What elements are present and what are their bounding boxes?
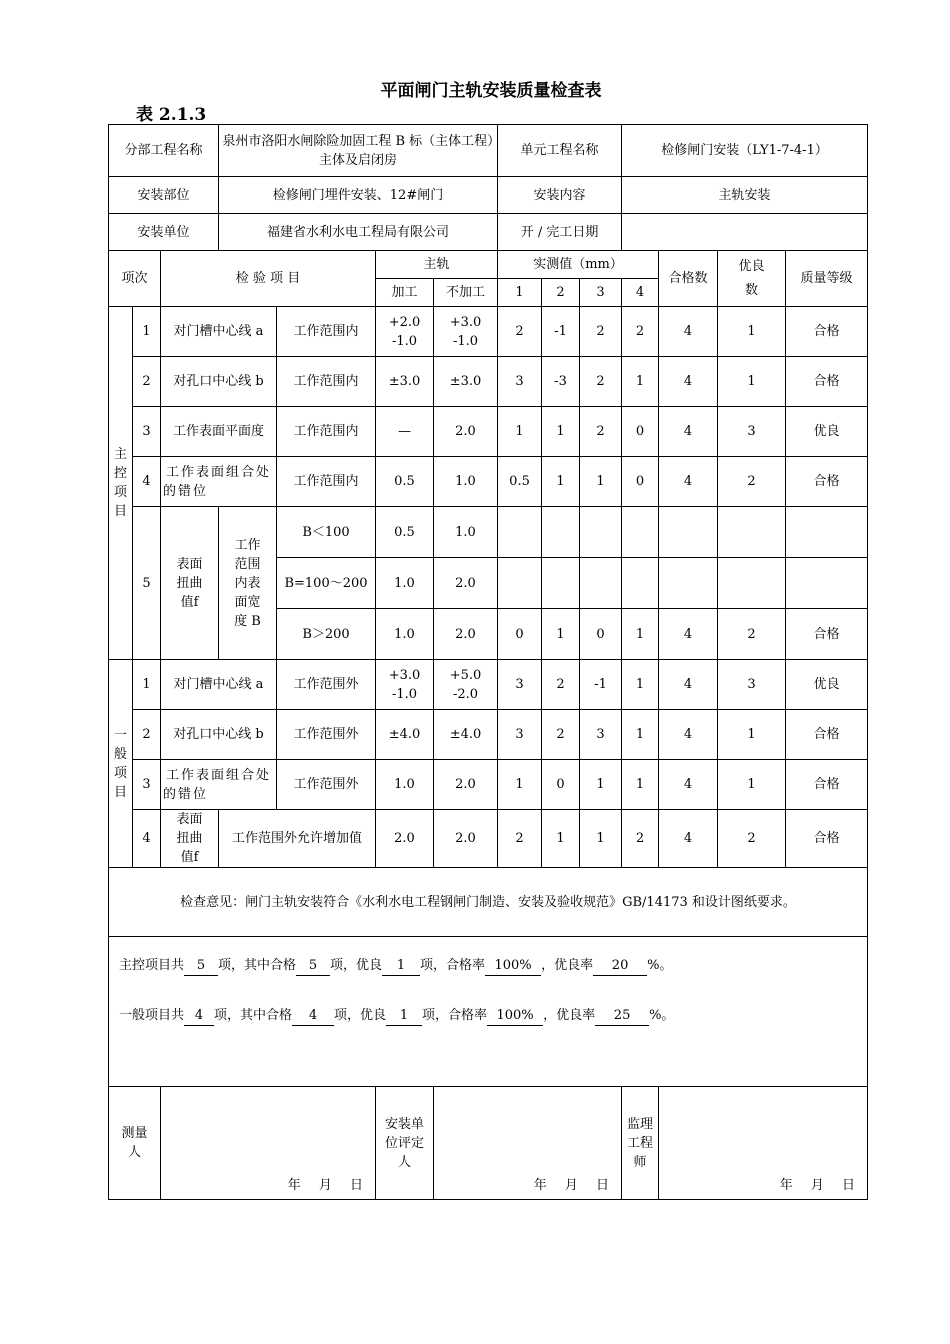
pass-count: 4: [659, 457, 718, 507]
excellent-count: 2: [718, 609, 786, 660]
item-name: 对门槽中心线 a: [161, 307, 277, 357]
measured-value: -1: [580, 660, 622, 710]
general-item4-row: [109, 810, 868, 868]
summary-general-line: [119, 1006, 674, 1026]
install-eval-label: [376, 1087, 434, 1200]
measured-value: 2: [580, 307, 622, 357]
unprocessed-tolerance: 2.0: [434, 810, 498, 868]
processed-tolerance: ±3.0: [376, 357, 434, 407]
measured-value: 1: [498, 760, 542, 810]
date-value: [622, 214, 868, 251]
col-m4: 4: [622, 279, 659, 307]
processed-tolerance: 1.0: [376, 609, 434, 660]
measured-value: 0: [498, 609, 542, 660]
excellent-count-summary: 1: [386, 1006, 422, 1026]
summary-block: [109, 937, 868, 1087]
text-label: 表面扭曲值f: [176, 556, 203, 610]
text-label: 监理工程师: [627, 1116, 654, 1170]
excellent-count: [718, 507, 786, 558]
item-scope: [219, 507, 277, 660]
item-name: 工作表面组合处的错位: [161, 457, 277, 507]
excellent-count: 3: [718, 407, 786, 457]
quality-grade: 合格: [786, 357, 868, 407]
install-part-label: 安装部位: [109, 177, 219, 214]
install-unit-value: 福建省水利水电工程局有限公司: [219, 214, 498, 251]
item-scope: 工作范围内: [277, 457, 376, 507]
signature-row: [109, 1087, 868, 1200]
text-label: %。: [647, 958, 673, 973]
quality-grade: [786, 507, 868, 558]
pass-count: 4: [659, 357, 718, 407]
measured-value: [542, 507, 580, 558]
text-label: 项，其中合格: [214, 1008, 293, 1023]
pass-count: 4: [659, 609, 718, 660]
measured-value: [622, 507, 659, 558]
inspection-table: [108, 124, 868, 1200]
quality-grade: [786, 558, 868, 609]
text-label: 主控项目共: [119, 958, 185, 973]
sign-date: 年 月 日: [779, 1178, 856, 1193]
excellent-count: 1: [718, 760, 786, 810]
processed-tolerance: 1.0: [376, 760, 434, 810]
main-item-row: [109, 307, 868, 357]
excellent-count: 1: [718, 710, 786, 760]
general-item-row: [109, 760, 868, 810]
measured-value: 0: [622, 457, 659, 507]
item-scope: 工作范围外允许增加值: [219, 810, 376, 868]
pass-count: [659, 558, 718, 609]
measured-value: 1: [622, 760, 659, 810]
measured-value: 2: [622, 307, 659, 357]
pass-count: [659, 507, 718, 558]
item-name: [161, 810, 219, 868]
text-label: 安装单位评定人: [384, 1116, 424, 1170]
main-item-row: [109, 407, 868, 457]
col-m3: 3: [580, 279, 622, 307]
col-inspect-item: 检 验 项 目: [161, 251, 376, 307]
excellent-count: 1: [718, 357, 786, 407]
measured-value: 1: [498, 407, 542, 457]
item-no: 4: [133, 810, 161, 868]
measured-value: 2: [498, 810, 542, 868]
text-label: 项，优良: [334, 1008, 387, 1023]
item-no: 1: [133, 660, 161, 710]
sub-project-value: 泉州市洛阳水闸除险加固工程 B 标（主体工程）主体及启闭房: [219, 125, 498, 177]
item-no: 3: [133, 407, 161, 457]
unprocessed-tolerance: 2.0: [434, 760, 498, 810]
measured-value: 1: [580, 457, 622, 507]
install-eval-sign-area: [434, 1087, 622, 1200]
item-no: 3: [133, 760, 161, 810]
excellent-count: 1: [718, 307, 786, 357]
text-label: %。: [649, 1008, 675, 1023]
text-label: ，优良率: [541, 958, 594, 973]
processed-tolerance: 0.5: [376, 457, 434, 507]
width-condition: B＜100: [277, 507, 376, 558]
width-condition: B＞200: [277, 609, 376, 660]
col-grade: 质量等级: [786, 251, 868, 307]
unit-project-value: 检修闸门安装（LY1-7-4-1）: [622, 125, 868, 177]
measured-value: 3: [580, 710, 622, 760]
quality-grade: 合格: [786, 760, 868, 810]
processed-tolerance: +3.0 -1.0: [376, 660, 434, 710]
col-m2: 2: [542, 279, 580, 307]
main-item-row: [109, 457, 868, 507]
excellent-count-summary: 1: [382, 956, 420, 976]
quality-grade: 合格: [786, 457, 868, 507]
processed-tolerance: +2.0 -1.0: [376, 307, 434, 357]
general-item-row: [109, 710, 868, 760]
measured-value: 1: [542, 407, 580, 457]
surveyor-label: [109, 1087, 161, 1200]
col-processed: 加工: [376, 279, 434, 307]
text-label: 工作范围内表面宽度 B: [234, 537, 261, 629]
item-scope: 工作范围外: [277, 660, 376, 710]
measured-value: 1: [622, 357, 659, 407]
column-header-row-1: [109, 251, 868, 279]
measured-value: 1: [622, 660, 659, 710]
item-no: 1: [133, 307, 161, 357]
item-name: [161, 507, 219, 660]
measured-value: 1: [580, 760, 622, 810]
excellent-count: 2: [718, 810, 786, 868]
measured-value: 1: [622, 609, 659, 660]
measured-value: 1: [542, 609, 580, 660]
total-count: 5: [184, 956, 218, 976]
item-scope: 工作范围外: [277, 710, 376, 760]
measured-value: 2: [542, 710, 580, 760]
item-name: 工作表面平面度: [161, 407, 277, 457]
measured-value: 2: [580, 407, 622, 457]
unprocessed-tolerance: 1.0: [434, 507, 498, 558]
unit-project-label: 单元工程名称: [498, 125, 622, 177]
install-unit-label: 安装单位: [109, 214, 219, 251]
text-label: 项，合格率: [420, 958, 486, 973]
text-label: 测量人: [121, 1126, 148, 1160]
surveyor-sign-area: [161, 1087, 376, 1200]
measured-value: 0: [542, 760, 580, 810]
total-count: 4: [184, 1006, 214, 1026]
supervisor-sign-area: [659, 1087, 868, 1200]
col-pass-count: 合格数: [659, 251, 718, 307]
measured-value: [580, 558, 622, 609]
col-excellent-count: [718, 251, 786, 307]
measured-value: 1: [542, 810, 580, 868]
quality-grade: 合格: [786, 810, 868, 868]
measured-value: 2: [542, 660, 580, 710]
main-item5-row: [109, 507, 868, 558]
unprocessed-tolerance: 2.0: [434, 407, 498, 457]
main-item-row: [109, 357, 868, 407]
quality-grade: 优良: [786, 407, 868, 457]
sub-project-label: 分部工程名称: [109, 125, 219, 177]
pass-count: 4: [659, 307, 718, 357]
item-name: 对孔口中心线 b: [161, 357, 277, 407]
measured-value: 3: [498, 710, 542, 760]
excellent-count: 3: [718, 660, 786, 710]
processed-tolerance: 1.0: [376, 558, 434, 609]
header-row-2: [109, 177, 868, 214]
measured-value: 0.5: [498, 457, 542, 507]
measured-value: [498, 558, 542, 609]
pass-count: 4: [659, 660, 718, 710]
unprocessed-tolerance: ±3.0: [434, 357, 498, 407]
processed-tolerance: —: [376, 407, 434, 457]
processed-tolerance: 2.0: [376, 810, 434, 868]
measured-value: 3: [498, 357, 542, 407]
pass-rate: 100%: [487, 1006, 543, 1026]
unprocessed-tolerance: 2.0: [434, 558, 498, 609]
pass-count: 4: [659, 760, 718, 810]
quality-grade: 优良: [786, 660, 868, 710]
unprocessed-tolerance: ±4.0: [434, 710, 498, 760]
supervisor-label: [622, 1087, 659, 1200]
processed-tolerance: ±4.0: [376, 710, 434, 760]
text-label: 表面扭曲值f: [176, 812, 203, 865]
install-content-value: 主轨安装: [622, 177, 868, 214]
measured-value: 1: [542, 457, 580, 507]
item-no: 2: [133, 710, 161, 760]
sign-date: 年 月 日: [533, 1178, 610, 1193]
unprocessed-tolerance: 1.0: [434, 457, 498, 507]
measured-value: 2: [498, 307, 542, 357]
opinion-row: [109, 868, 868, 937]
unprocessed-tolerance: 2.0: [434, 609, 498, 660]
measured-value: 2: [580, 357, 622, 407]
excellent-count: 2: [718, 457, 786, 507]
measured-value: 3: [498, 660, 542, 710]
measured-value: [622, 558, 659, 609]
col-item-no: 项次: [109, 251, 161, 307]
text-label: 优良数: [738, 258, 765, 298]
date-label: 开 / 完工日期: [498, 214, 622, 251]
excellent-rate: 25: [595, 1006, 649, 1026]
text-label: 项，优良: [330, 958, 383, 973]
pass-rate: 100%: [485, 956, 541, 976]
quality-grade: 合格: [786, 710, 868, 760]
header-row-1: [109, 125, 868, 177]
measured-value: 1: [580, 810, 622, 868]
pass-count: 4: [659, 810, 718, 868]
measured-value: 0: [580, 609, 622, 660]
unprocessed-tolerance: +5.0 -2.0: [434, 660, 498, 710]
item-scope: 工作范围外: [277, 760, 376, 810]
measured-value: [498, 507, 542, 558]
install-content-label: 安装内容: [498, 177, 622, 214]
item-scope: 工作范围内: [277, 307, 376, 357]
sign-date: 年 月 日: [287, 1178, 363, 1193]
text-label: 一般项目共: [119, 1008, 185, 1023]
text-label: ，优良率: [543, 1008, 596, 1023]
measured-value: 1: [622, 710, 659, 760]
summary-row: [109, 937, 868, 1087]
pass-count: 4: [659, 407, 718, 457]
item-name: 对门槽中心线 a: [161, 660, 277, 710]
pass-count: 4: [659, 710, 718, 760]
item-no: 2: [133, 357, 161, 407]
item-no: 4: [133, 457, 161, 507]
quality-grade: 合格: [786, 609, 868, 660]
pass-count-summary: 4: [292, 1006, 334, 1026]
pass-count-summary: 5: [296, 956, 330, 976]
item-name: 工作表面组合处的错位: [161, 760, 277, 810]
general-item-row: [109, 660, 868, 710]
table-number: 表 2.1.3: [136, 105, 207, 125]
excellent-rate: 20: [593, 956, 647, 976]
processed-tolerance: 0.5: [376, 507, 434, 558]
general-group-label: 一 般 项 目: [109, 660, 133, 868]
measured-value: [542, 558, 580, 609]
excellent-count: [718, 558, 786, 609]
summary-main-line: [119, 956, 672, 976]
inspection-opinion: 检查意见：闸门主轨安装符合《水利水电工程钢闸门制造、安装及验收规范》GB/14173 和设计图纸要求。: [109, 868, 868, 937]
measured-value: -3: [542, 357, 580, 407]
item-no: 5: [133, 507, 161, 660]
measured-value: [580, 507, 622, 558]
text-label: 项，合格率: [422, 1008, 488, 1023]
install-part-value: 检修闸门埋件安装、12#闸门: [219, 177, 498, 214]
col-m1: 1: [498, 279, 542, 307]
page-title: 平面闸门主轨安装质量检查表: [380, 81, 602, 101]
width-condition: B=100～200: [277, 558, 376, 609]
item-name: 对孔口中心线 b: [161, 710, 277, 760]
measured-value: 0: [622, 407, 659, 457]
measured-value: 2: [622, 810, 659, 868]
text-label: 项，其中合格: [218, 958, 297, 973]
col-unprocessed: 不加工: [434, 279, 498, 307]
col-main-rail: 主轨: [376, 251, 498, 279]
item-scope: 工作范围内: [277, 357, 376, 407]
main-group-label: 主 控 项 目: [109, 307, 133, 660]
unprocessed-tolerance: +3.0 -1.0: [434, 307, 498, 357]
item-scope: 工作范围内: [277, 407, 376, 457]
measured-value: -1: [542, 307, 580, 357]
col-measured: 实测值（mm）: [498, 251, 659, 279]
header-row-3: [109, 214, 868, 251]
quality-grade: 合格: [786, 307, 868, 357]
